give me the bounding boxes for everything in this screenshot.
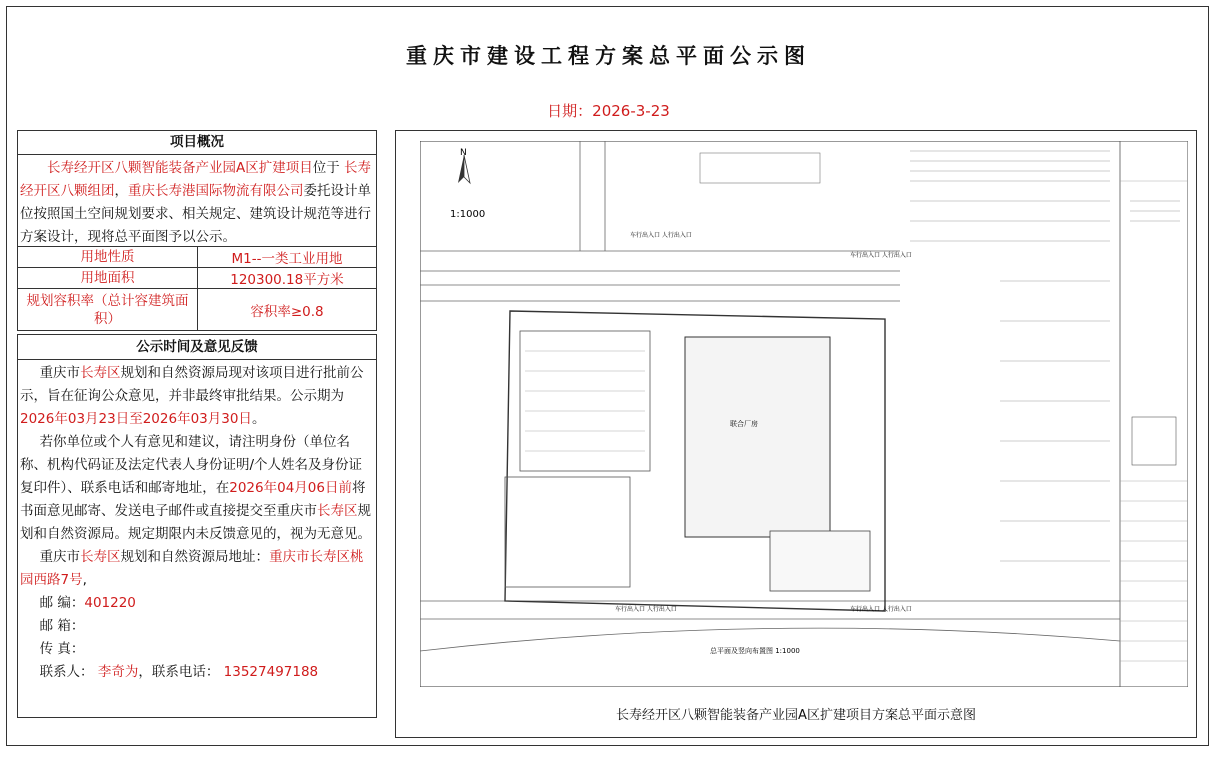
feedback-section xyxy=(17,334,377,718)
page-title: 重庆市建设工程方案总平面公示图 xyxy=(406,44,811,68)
text: 若你单位或个人有意见和建议，请注明身份（单位名称、机构代码证及法定代表人身份证明/个人姓名及身份证复印件）、联系电话和邮寄地址，在 xyxy=(20,434,363,496)
entrance-label: 车行出入口 人行出入口 xyxy=(850,606,912,613)
project-overview-table xyxy=(17,130,377,331)
site-plan-frame xyxy=(395,130,1197,738)
contact-name: 李奇为 xyxy=(97,664,139,680)
mailbox-label: 邮 箱： xyxy=(39,618,85,634)
district-name: 长寿区 xyxy=(80,365,121,381)
feedback-paragraph xyxy=(20,431,374,546)
text: , xyxy=(82,572,87,588)
row-value: 容积率≥0.8 xyxy=(250,304,324,320)
contact-label: 联系人： xyxy=(39,664,94,680)
desc-text: ， xyxy=(114,183,128,199)
project-location: 长寿经开区八颗组团 xyxy=(20,160,372,199)
postcode-value: 401220 xyxy=(84,595,136,611)
drawing-caption: 长寿经开区八颗智能装备产业园A区扩建项目方案总平面示意图 xyxy=(616,708,976,723)
contact-line xyxy=(20,661,374,684)
publish-date: 日期：2026-3-23 xyxy=(547,102,670,120)
address-paragraph xyxy=(20,546,374,592)
overview-description xyxy=(18,155,376,247)
phone-value: 13527497188 xyxy=(223,664,319,680)
main-building xyxy=(685,337,830,537)
text: 规划和自然资源局地址： xyxy=(120,549,270,565)
desc-text: 委托设计单位按照国土空间规划要求、相关规定、建筑设计规范等进行方案设计，现将总平面图予以公示。 xyxy=(20,183,371,245)
text: 重庆市 xyxy=(39,549,81,565)
notice-period: 2026年03月23日至2026年03月30日 xyxy=(20,411,252,427)
north-label: N xyxy=(460,148,467,158)
row-value: 120300.18平方米 xyxy=(230,272,344,288)
row-key: 规划容积率（总计容建筑面积） xyxy=(18,289,198,331)
overview-heading: 项目概况 xyxy=(18,131,376,155)
text: 将书面意见邮寄、发送电子邮件或直接提交至重庆市 xyxy=(20,480,366,519)
project-name: 长寿经开区八颗智能装备产业园A区扩建项目 xyxy=(47,160,313,176)
table-row xyxy=(18,268,376,289)
notice-paragraph xyxy=(20,362,374,431)
phone-label: ，联系电话： xyxy=(138,664,220,680)
mailbox-line xyxy=(20,615,374,638)
district-name: 长寿区 xyxy=(317,503,358,519)
plan-title: 总平面及竖向布置图 1:1000 xyxy=(710,647,800,655)
bureau-address: 重庆市长寿区桃园西路7号 xyxy=(20,549,364,588)
feedback-heading: 公示时间及意见反馈 xyxy=(18,335,376,360)
postcode-label: 邮 编： xyxy=(39,595,85,611)
entrance-label: 车行出入口 人行出入口 xyxy=(615,606,677,613)
scale-label: 1:1000 xyxy=(450,209,486,220)
district-name: 长寿区 xyxy=(80,549,121,565)
entrance-label: 车行出入口 人行出入口 xyxy=(850,252,912,259)
text: 规划和自然资源局。规定期限内未反馈意见的，视为无意见。 xyxy=(20,503,371,542)
client-company: 重庆长寿港国际物流有限公司 xyxy=(128,183,304,199)
row-key: 用地性质 xyxy=(18,247,198,267)
entrance-label: 车行出入口 人行出入口 xyxy=(630,232,692,239)
building-label: 联合厂房 xyxy=(730,420,758,428)
table-row xyxy=(18,247,376,268)
fax-line xyxy=(20,638,374,661)
feedback-deadline: 2026年04月06日前 xyxy=(229,480,352,496)
text: 。 xyxy=(251,411,266,427)
table-row xyxy=(18,289,376,331)
site-plan-drawing xyxy=(420,141,1188,687)
row-key: 用地面积 xyxy=(18,268,198,288)
text: 规划和自然资源局现对该项目进行批前公示，旨在征询公众意见，并非最终审批结果。公示期为 xyxy=(20,365,364,404)
fax-label: 传 真： xyxy=(39,641,85,657)
text: 重庆市 xyxy=(39,365,81,381)
row-value: M1--一类工业用地 xyxy=(231,251,343,267)
desc-text: 位于 xyxy=(312,160,345,176)
postcode-line xyxy=(20,592,374,615)
